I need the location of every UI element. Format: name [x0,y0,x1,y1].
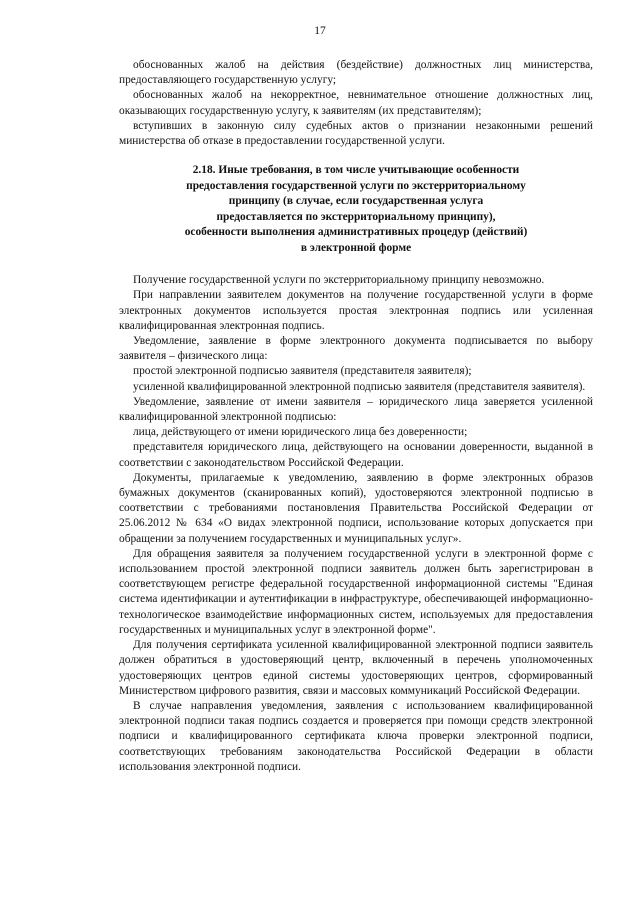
paragraph: При направлении заявителем документов на получение государственной услуги в форме электронных документов используется простая электронная подпись или усиленная квалифицированная электронная подпись. [119,289,593,332]
paragraph: Документы, прилагаемые к уведомлению, заявлению в форме электронных образов бумажных документов (сканированных копий), удостоверяются электронной подписью в соответствии с требованиями постановления Правительства Российской Федерации от 25.06.2012 № 634 «О видах электронной подписи, использование которых допускается при обращении за получением государственных и муниципальных услуг». [119,471,593,545]
section-heading [119,163,593,256]
heading-line: 2.18. Иные требования, в том числе учитывающие особенности [192,164,520,177]
paragraph: представителя юридического лица, действующего на основании доверенности, выданной в соответствии с законодательством Российской Федерации. [119,441,593,469]
paragraph: Получение государственной услуги по экстерриториальному принципу невозможно. [133,274,545,287]
paragraph: Для обращения заявителя за получением государственной услуги в электронной форме с использованием простой электронной подписи заявитель должен быть зарегистрирован в соответствующем регистре федеральной государственной информационной системы "Единая система идентификации и аутентификации в инфраструктуре, обеспечивающей информационно-технологическое взаимодействие информационных систем, используемых для предоставления государственных и муниципальных услуг в электронной форме". [119,547,593,636]
heading-line: принципу (в случае, если государственная услуга [228,195,484,208]
paragraph: вступивших в законную силу судебных актов о признании незаконными решений министерства об отказе в предоставлении государственной услуги. [119,119,593,148]
paragraph: простой электронной подписью заявителя (представителя заявителя); [133,365,472,378]
paragraph: Уведомление, заявление от имени заявителя – юридического лица заверяется усиленной квалифицированной электронной подписью: [119,395,593,424]
paragraph: Уведомление, заявление в форме электронного документа подписывается по выбору заявителя – физического лица: [119,335,593,363]
heading-line: в электронной форме [300,241,412,254]
paragraph: обоснованных жалоб на некорректное, невнимательное отношение должностных лиц, оказывающих государственную услугу, к заявителям (их представителям); [119,89,593,117]
paragraph: Для получения сертификата усиленной квалифицированной электронной подписи заявитель должен обратиться в удостоверяющий центр, включенный в перечень уполномоченных удостоверяющих центров единой системы удостоверяющих центров, сформированный Министерством цифрового развития, связи и массовых коммуникаций Российской Федерации. [119,639,593,697]
page-number: 17 [314,25,326,37]
document-body [119,58,593,775]
paragraph: обоснованных жалоб на действия (бездействие) должностных лиц министерства, предоставляющего государственную услугу; [119,59,593,87]
heading-line: особенности выполнения административных процедур (действий) [184,226,528,239]
heading-line: предоставляется по экстерриториальному принципу), [216,210,496,223]
paragraph: лица, действующего от имени юридического лица без доверенности; [133,426,468,439]
heading-line: предоставления государственной услуги по экстерриториальному [186,179,526,192]
paragraph: В случае направления уведомления, заявления с использованием квалифицированной электронной подписи такая подпись создается и проверяется при помощи средств электронной подписи и квалифицированного сертификата ключа проверки электронной подписи, соответствующих требованиям законодательства Российской Федерации в области использования электронной подписи. [119,699,593,773]
paragraph: усиленной квалифицированной электронной подписью заявителя (представителя заявителя). [133,380,586,393]
